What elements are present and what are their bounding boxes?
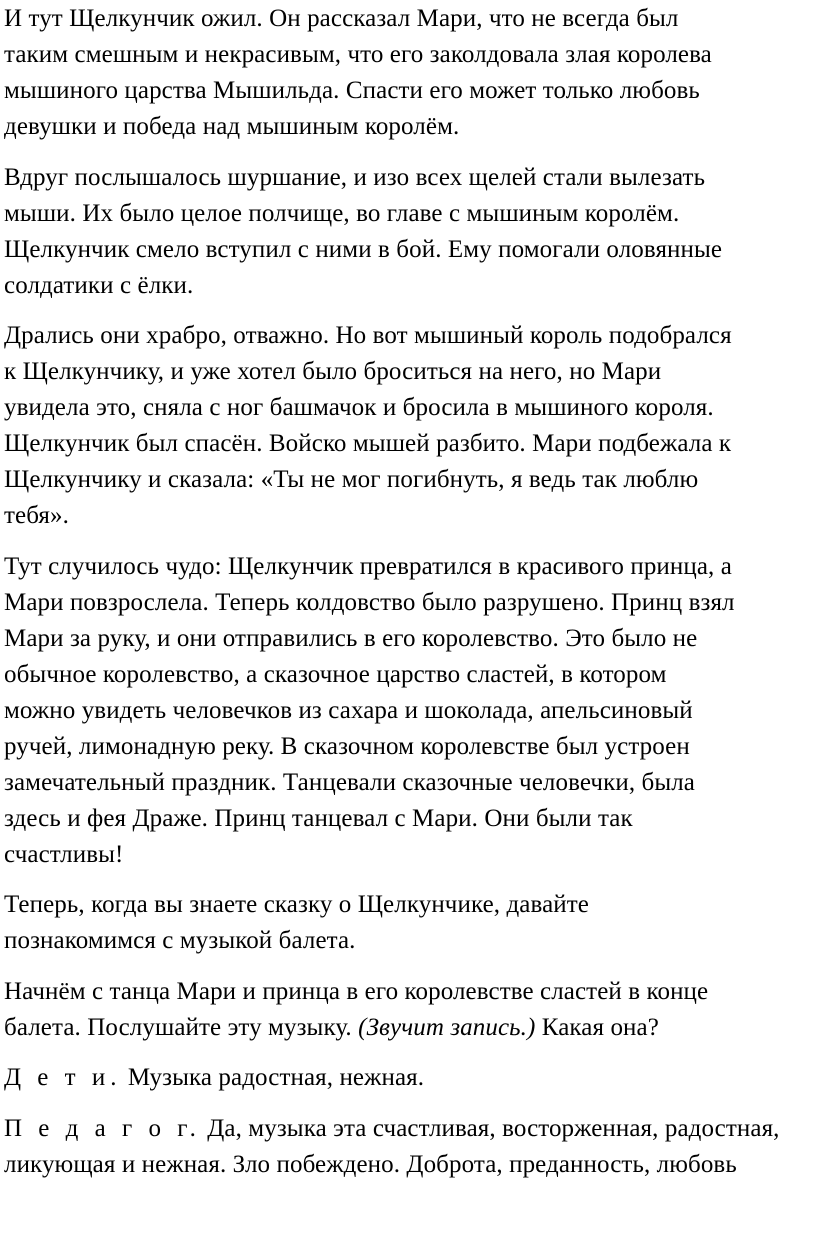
text-line: Вдруг послышалось шуршание, и изо всех щелей стали вылезать <box>4 163 706 191</box>
text-line: солдатики с ёлки. <box>4 271 194 299</box>
speaker-label: П е д а г о г. <box>4 1114 201 1142</box>
paragraph-battle <box>4 318 816 534</box>
text-line: Щелкунчик смело вступил с ними в бой. Ему помогали оловянные <box>4 235 723 263</box>
text-line: таким смешным и некрасивым, что его заколдовала злая королева <box>4 41 712 68</box>
paragraph-nutcracker-awakens <box>4 1 816 145</box>
text-line: тебя». <box>4 502 69 529</box>
text-line: Мари за руку, и они отправились в его королевство. Это было не <box>4 624 698 652</box>
text-line: девушки и победа над мышиным королём. <box>4 113 460 140</box>
text-line: Мари повзрослела. Теперь колдовство было разрушено. Принц взял <box>4 588 735 616</box>
text-line: Теперь, когда вы знаете сказку о Щелкунчике, давайте <box>4 891 589 918</box>
text-line: к Щелкунчику, и уже хотел было броситься на него, но Мари <box>4 358 662 385</box>
text-line: Щелкунчику и сказала: «Ты не мог погибнуть, я ведь так люблю <box>4 466 699 493</box>
text-line: мыши. Их было целое полчище, во главе с мышиным королём. <box>4 199 680 227</box>
text-line: Щелкунчик был спасён. Войско мышей разбито. Мари подбежала к <box>4 430 732 457</box>
text-line: Начнём с танца Мари и принца в его королевстве сластей в конце <box>4 977 709 1005</box>
text-line: обычное королевство, а сказочное царство сластей, в котором <box>4 660 667 688</box>
text-line: можно увидеть человечков из сахара и шоколада, апельсиновый <box>4 696 693 724</box>
text-line: замечательный праздник. Танцевали сказочные человечки, была <box>4 768 696 796</box>
speaker-label: Д е т и. <box>4 1064 122 1091</box>
dialogue-text: ликующая и нежная. Зло побеждено. Доброта, преданность, любовь <box>4 1150 737 1178</box>
text-line: Какая она? <box>535 1013 659 1041</box>
dialogue-children <box>4 1060 816 1096</box>
paragraph-listen <box>4 974 816 1046</box>
stage-direction: (Звучит запись.) <box>358 1013 536 1041</box>
dialogue-text: Да, музыка эта счастливая, восторженная, радостная, <box>200 1114 780 1142</box>
paragraph-music-intro <box>4 887 816 959</box>
text-line: балета. Послушайте эту музыку. <box>4 1013 359 1041</box>
paragraph-mice-attack <box>4 160 816 304</box>
text-line: увидела это, сняла с ног башмачок и бросила в мышиного короля. <box>4 394 714 421</box>
text-line: познакомимся с музыкой балета. <box>4 927 356 954</box>
text-line: И тут Щелкунчик ожил. Он рассказал Мари, что не всегда был <box>4 5 679 32</box>
text-line: счастливы! <box>4 840 124 868</box>
paragraph-miracle <box>4 549 816 873</box>
text-line: ручей, лимонадную реку. В сказочном королевстве был устроен <box>4 732 690 760</box>
text-line: Дрались они храбро, отважно. Но вот мышиный король подобрался <box>4 322 732 349</box>
text-line: мышиного царства Мышильда. Спасти его может только любовь <box>4 77 700 104</box>
text-line: Тут случилось чудо: Щелкунчик превратился в красивого принца, а <box>4 552 732 580</box>
text-line: здесь и фея Драже. Принц танцевал с Мари. Они были так <box>4 804 633 832</box>
dialogue-text: Музыка радостная, нежная. <box>121 1064 425 1091</box>
dialogue-teacher <box>4 1111 816 1183</box>
